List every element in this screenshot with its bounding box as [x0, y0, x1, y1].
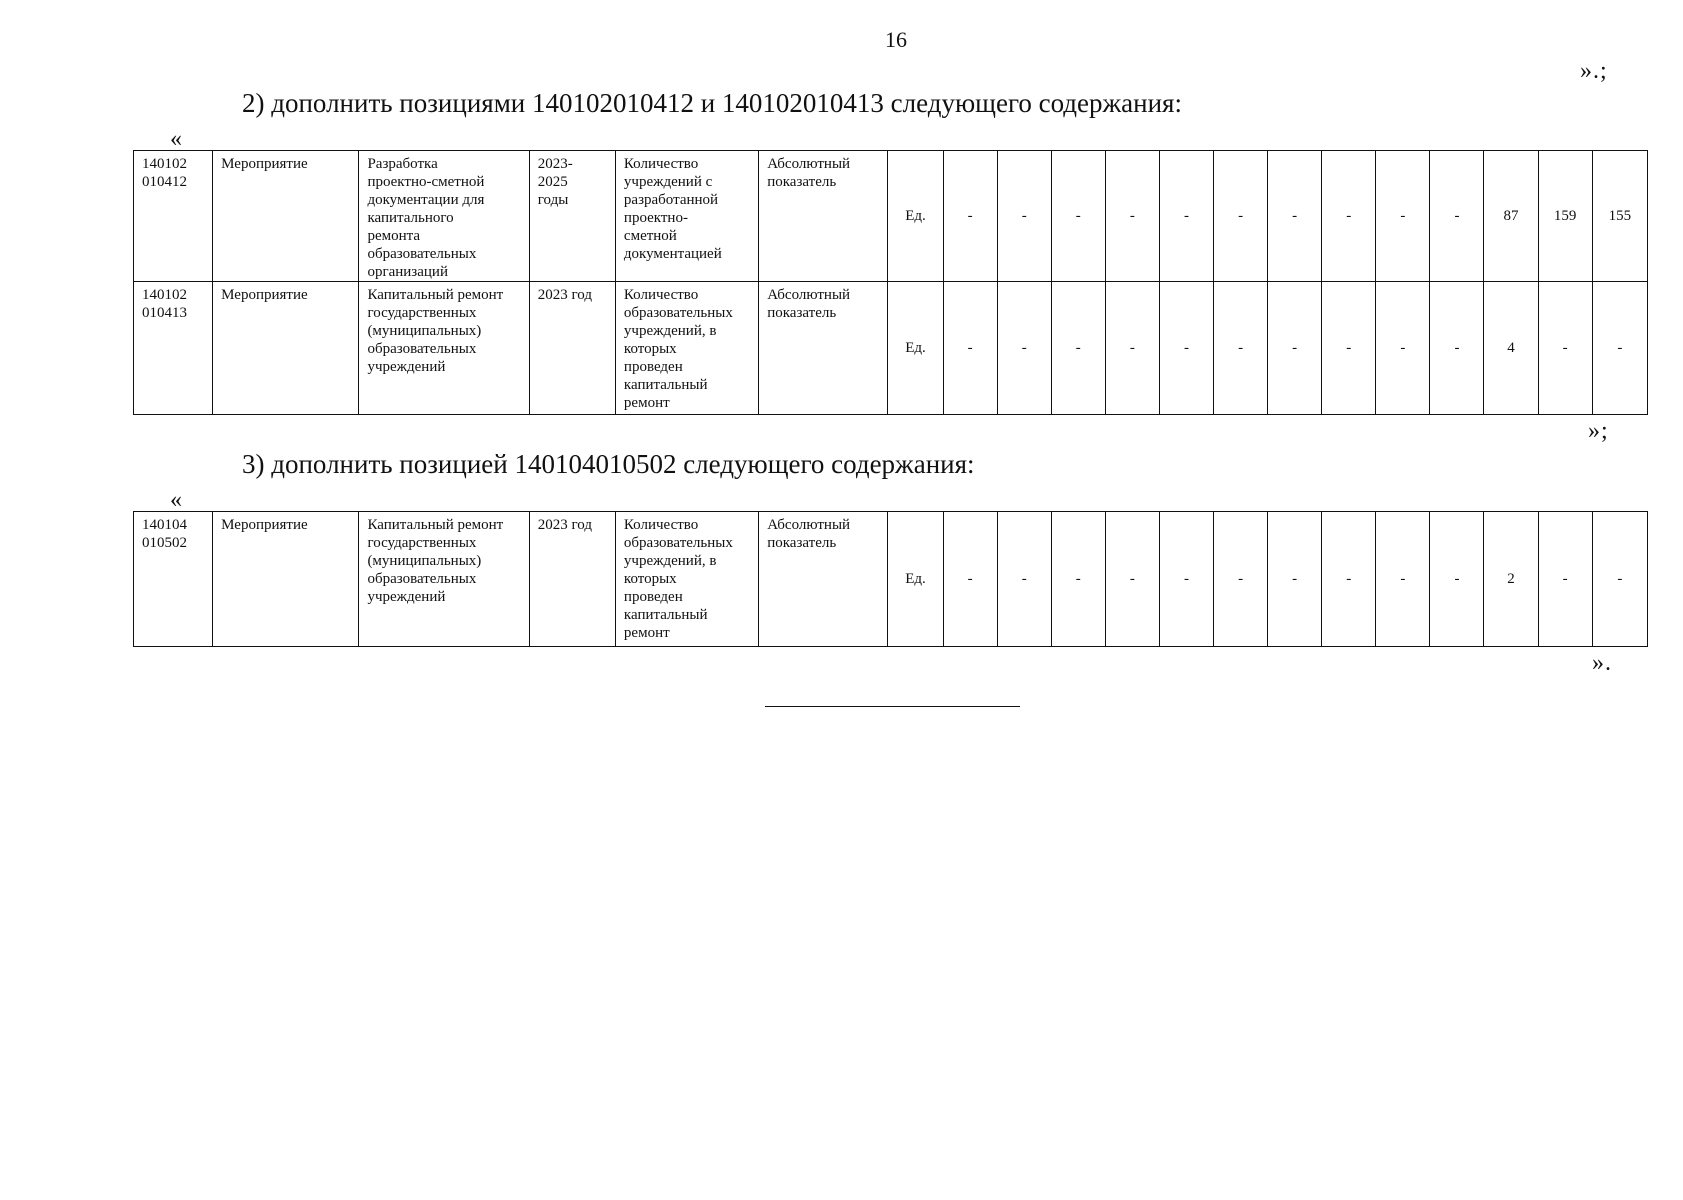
section2-heading: 2) дополнить позициями 140102010412 и 140102010413 следующего содержания:	[242, 88, 1182, 118]
section3-heading: 3) дополнить позицией 140104010502 следующего содержания:	[242, 449, 975, 479]
value-cell: 155	[1592, 151, 1647, 282]
cell-line: проведен	[623, 359, 683, 375]
value-cell: -	[1538, 512, 1592, 647]
cell-line: ремонт	[623, 625, 670, 641]
value-cell: 87	[1484, 151, 1538, 282]
value-cell: -	[1159, 512, 1213, 647]
cell-line: сметной	[623, 228, 677, 244]
type-cell: Мероприятие	[213, 282, 359, 415]
period-cell	[529, 282, 615, 415]
cell-line: капитальный	[623, 607, 708, 623]
period-cell	[529, 512, 615, 647]
value-cell: -	[1051, 282, 1105, 415]
section2-table	[133, 150, 1648, 415]
cell-line: 010412	[142, 174, 187, 190]
cell-line: учреждений, в	[623, 553, 717, 569]
value-cell: -	[1322, 512, 1376, 647]
open-quote-2: «	[170, 487, 182, 513]
cell-line: Количество	[623, 156, 699, 172]
cell-line: (муниципальных)	[367, 323, 482, 339]
value-cell: -	[1214, 512, 1268, 647]
value-cell: -	[1430, 512, 1484, 647]
type-cell: Мероприятие	[213, 151, 359, 282]
value-cell: -	[1376, 151, 1430, 282]
value-cell: -	[1268, 151, 1322, 282]
indicator-type-cell	[759, 282, 888, 415]
indicator-type-cell	[759, 512, 888, 647]
cell-line: 2023 год	[537, 517, 592, 533]
cell-line: образовательных	[367, 571, 477, 587]
type-cell: Мероприятие	[213, 512, 359, 647]
name-cell	[359, 282, 529, 415]
cell-line: ремонта	[367, 228, 421, 244]
cell-line: 010413	[142, 305, 187, 321]
value-cell: 2	[1484, 512, 1538, 647]
period-cell	[529, 151, 615, 282]
page-number: 16	[885, 27, 907, 52]
value-cell: -	[1159, 151, 1213, 282]
cell-line: учреждений с	[623, 174, 713, 190]
indicator-cell	[615, 512, 758, 647]
open-quote-1: «	[170, 126, 182, 152]
value-cell: -	[1376, 512, 1430, 647]
unit-cell: Ед.	[888, 282, 943, 415]
cell-line: учреждений	[367, 359, 446, 375]
table-row	[134, 282, 1648, 415]
end-rule	[765, 706, 1020, 707]
cell-line: проектно-сметной	[367, 174, 485, 190]
unit-cell: Ед.	[888, 151, 943, 282]
value-cell: -	[1430, 151, 1484, 282]
value-cell: 159	[1538, 151, 1592, 282]
cell-line: показатель	[767, 174, 837, 190]
value-cell: -	[1322, 151, 1376, 282]
cell-line: 140104	[142, 517, 187, 533]
cell-line: образовательных	[367, 246, 477, 262]
cell-line: которых	[623, 571, 677, 587]
cell-line: образовательных	[623, 535, 733, 551]
cell-line: 2023 год	[537, 287, 592, 303]
cell-line: учреждений	[367, 589, 446, 605]
cell-line: Абсолютный	[767, 287, 851, 303]
cell-line: Абсолютный	[767, 517, 851, 533]
cell-line: Абсолютный	[767, 156, 851, 172]
indicator-type-cell	[759, 151, 888, 282]
value-cell: -	[997, 282, 1051, 415]
cell-line: ремонт	[623, 395, 670, 411]
cell-line: капитальный	[623, 377, 708, 393]
cell-line: Капитальный ремонт	[367, 517, 504, 533]
value-cell: -	[1430, 282, 1484, 415]
cell-line: капитального	[367, 210, 454, 226]
value-cell: -	[943, 282, 997, 415]
value-cell: -	[1051, 151, 1105, 282]
table-row	[134, 151, 1648, 282]
value-cell: -	[997, 512, 1051, 647]
value-cell: -	[1538, 282, 1592, 415]
cell-line: проведен	[623, 589, 683, 605]
cell-line: образовательных	[367, 341, 477, 357]
value-cell: -	[1592, 282, 1647, 415]
indicator-cell	[615, 282, 758, 415]
cell-line: Капитальный ремонт	[367, 287, 504, 303]
cell-line: Разработка	[367, 156, 438, 172]
cell-line: разработанной	[623, 192, 719, 208]
value-cell: 4	[1484, 282, 1538, 415]
cell-line: Количество	[623, 287, 699, 303]
value-cell: -	[1214, 151, 1268, 282]
value-cell: -	[1592, 512, 1647, 647]
unit-cell: Ед.	[888, 512, 943, 647]
cell-line: 010502	[142, 535, 187, 551]
cell-line: которых	[623, 341, 677, 357]
cell-line: годы	[537, 192, 569, 208]
code-cell	[134, 512, 213, 647]
name-cell	[359, 512, 529, 647]
closing-quote-3: ».	[1592, 650, 1612, 676]
cell-line: документации для	[367, 192, 485, 208]
cell-line: 2025	[537, 174, 568, 190]
cell-line: 140102	[142, 156, 187, 172]
value-cell: -	[1268, 282, 1322, 415]
value-cell: -	[943, 151, 997, 282]
value-cell: -	[1376, 282, 1430, 415]
value-cell: -	[1105, 282, 1159, 415]
cell-line: показатель	[767, 305, 837, 321]
cell-line: 2023-	[537, 156, 573, 172]
cell-line: проектно-	[623, 210, 688, 226]
indicator-cell	[615, 151, 758, 282]
value-cell: -	[943, 512, 997, 647]
closing-quote-1: ».;	[1580, 58, 1608, 84]
closing-quote-2: »;	[1588, 418, 1609, 444]
cell-line: Количество	[623, 517, 699, 533]
value-cell: -	[1159, 282, 1213, 415]
cell-line: 140102	[142, 287, 187, 303]
cell-line: показатель	[767, 535, 837, 551]
table-row	[134, 512, 1648, 647]
cell-line: (муниципальных)	[367, 553, 482, 569]
value-cell: -	[1268, 512, 1322, 647]
value-cell: -	[997, 151, 1051, 282]
cell-line: организаций	[367, 264, 448, 280]
value-cell: -	[1051, 512, 1105, 647]
value-cell: -	[1214, 282, 1268, 415]
cell-line: государственных	[367, 305, 477, 321]
name-cell	[359, 151, 529, 282]
cell-line: документацией	[623, 246, 722, 262]
section3-table	[133, 511, 1648, 647]
value-cell: -	[1105, 151, 1159, 282]
code-cell	[134, 282, 213, 415]
cell-line: государственных	[367, 535, 477, 551]
code-cell	[134, 151, 213, 282]
value-cell: -	[1322, 282, 1376, 415]
cell-line: учреждений, в	[623, 323, 717, 339]
cell-line: образовательных	[623, 305, 733, 321]
value-cell: -	[1105, 512, 1159, 647]
